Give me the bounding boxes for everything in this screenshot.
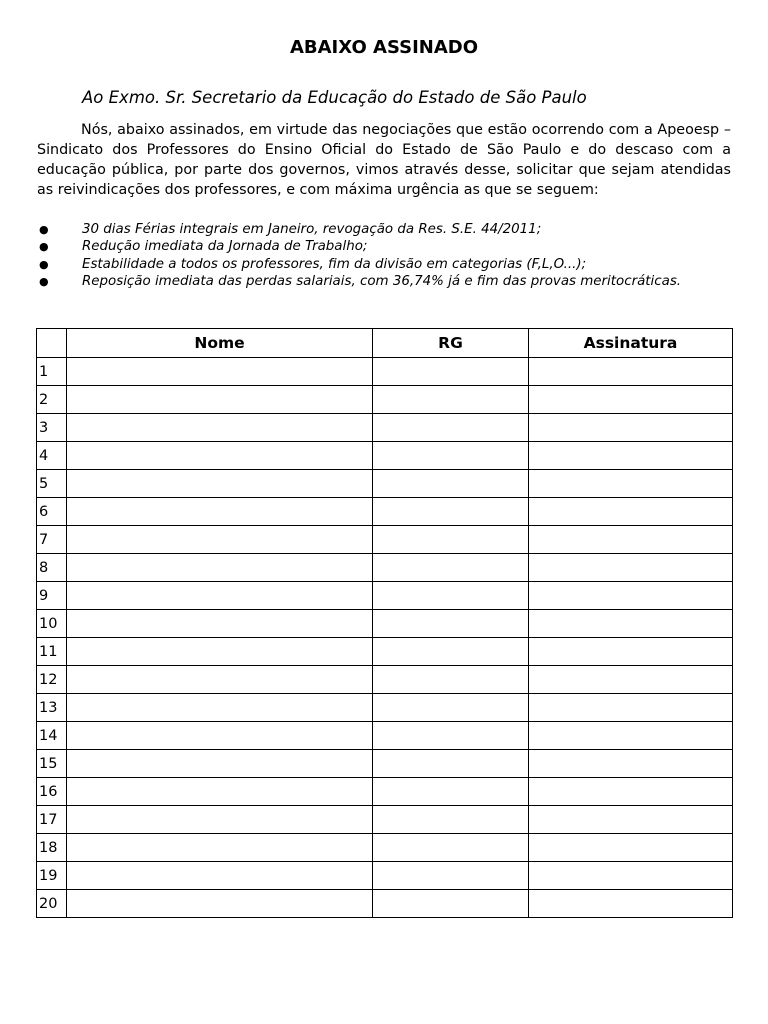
rg-cell[interactable] <box>373 526 529 554</box>
table-row <box>37 834 733 862</box>
demand-item <box>37 238 737 255</box>
row-number: 14 <box>37 722 67 750</box>
rg-cell[interactable] <box>373 778 529 806</box>
bullet-icon: ● <box>39 257 49 271</box>
intro-paragraph: Nós, abaixo assinados, em virtude das negociações que estão ocorrendo com a Apeoesp – Sindicato dos Professores do Ensino Oficial do Estado de São Paulo e do descaso com a educação pública, por parte dos governos, vimos através desse, solicitar que sejam atendidas as reivindicações dos professores, e com máxima urgência as que se seguem: <box>37 122 731 198</box>
table-row <box>37 610 733 638</box>
name-cell[interactable] <box>67 582 373 610</box>
rg-cell[interactable] <box>373 750 529 778</box>
signature-cell[interactable] <box>529 694 733 722</box>
row-number: 19 <box>37 862 67 890</box>
rg-cell[interactable] <box>373 414 529 442</box>
signature-cell[interactable] <box>529 806 733 834</box>
row-number: 16 <box>37 778 67 806</box>
name-cell[interactable] <box>67 442 373 470</box>
name-cell[interactable] <box>67 890 373 918</box>
table-row <box>37 470 733 498</box>
rg-cell[interactable] <box>373 470 529 498</box>
row-number: 13 <box>37 694 67 722</box>
signature-cell[interactable] <box>529 834 733 862</box>
signature-cell[interactable] <box>529 386 733 414</box>
row-number: 15 <box>37 750 67 778</box>
name-cell[interactable] <box>67 722 373 750</box>
row-number: 5 <box>37 470 67 498</box>
signature-cell[interactable] <box>529 470 733 498</box>
table-row <box>37 778 733 806</box>
rg-cell[interactable] <box>373 862 529 890</box>
bullet-icon: ● <box>39 240 49 254</box>
demand-text: Estabilidade a todos os professores, fim da divisão em categorias (F,L,O...); <box>82 256 587 272</box>
signature-cell[interactable] <box>529 526 733 554</box>
rg-cell[interactable] <box>373 806 529 834</box>
demand-text: Redução imediata da Jornada de Trabalho; <box>82 239 368 255</box>
table-header-row <box>37 329 733 358</box>
demand-item <box>37 221 737 238</box>
signature-cell[interactable] <box>529 582 733 610</box>
row-number: 6 <box>37 498 67 526</box>
signature-cell[interactable] <box>529 610 733 638</box>
signature-cell[interactable] <box>529 666 733 694</box>
rg-cell[interactable] <box>373 834 529 862</box>
table-row <box>37 386 733 414</box>
rg-cell[interactable] <box>373 442 529 470</box>
header-signature: Assinatura <box>529 329 733 358</box>
signature-cell[interactable] <box>529 638 733 666</box>
table-row <box>37 554 733 582</box>
row-number: 11 <box>37 638 67 666</box>
table-row <box>37 414 733 442</box>
addressee-line: Ao Exmo. Sr. Secretario da Educação do Estado de São Paulo <box>82 88 587 107</box>
table-row <box>37 722 733 750</box>
name-cell[interactable] <box>67 834 373 862</box>
bullet-icon: ● <box>39 274 49 288</box>
demands-list <box>37 221 737 290</box>
row-number: 18 <box>37 834 67 862</box>
name-cell[interactable] <box>67 666 373 694</box>
rg-cell[interactable] <box>373 554 529 582</box>
table-row <box>37 498 733 526</box>
table-row <box>37 666 733 694</box>
name-cell[interactable] <box>67 610 373 638</box>
rg-cell[interactable] <box>373 610 529 638</box>
signature-cell[interactable] <box>529 442 733 470</box>
rg-cell[interactable] <box>373 498 529 526</box>
signature-cell[interactable] <box>529 498 733 526</box>
name-cell[interactable] <box>67 554 373 582</box>
table-body <box>37 358 733 918</box>
rg-cell[interactable] <box>373 666 529 694</box>
name-cell[interactable] <box>67 750 373 778</box>
demand-item <box>37 256 737 273</box>
signature-cell[interactable] <box>529 414 733 442</box>
signature-table <box>36 328 733 918</box>
demand-item <box>37 273 737 290</box>
table-row <box>37 890 733 918</box>
row-number: 17 <box>37 806 67 834</box>
rg-cell[interactable] <box>373 358 529 386</box>
rg-cell[interactable] <box>373 890 529 918</box>
demand-text: 30 dias Férias integrais em Janeiro, revogação da Res. S.E. 44/2011; <box>82 222 542 237</box>
table-row <box>37 358 733 386</box>
name-cell[interactable] <box>67 386 373 414</box>
rg-cell[interactable] <box>373 694 529 722</box>
name-cell[interactable] <box>67 526 373 554</box>
signature-cell[interactable] <box>529 554 733 582</box>
header-rg: RG <box>373 329 529 358</box>
table-row <box>37 694 733 722</box>
name-cell[interactable] <box>67 862 373 890</box>
name-cell[interactable] <box>67 694 373 722</box>
row-number: 9 <box>37 582 67 610</box>
name-cell[interactable] <box>67 414 373 442</box>
header-number <box>37 329 67 358</box>
row-number: 20 <box>37 890 67 918</box>
rg-cell[interactable] <box>373 722 529 750</box>
table-row <box>37 582 733 610</box>
name-cell[interactable] <box>67 638 373 666</box>
rg-cell[interactable] <box>373 582 529 610</box>
row-number: 4 <box>37 442 67 470</box>
name-cell[interactable] <box>67 806 373 834</box>
table-row <box>37 862 733 890</box>
row-number: 7 <box>37 526 67 554</box>
signature-cell[interactable] <box>529 358 733 386</box>
name-cell[interactable] <box>67 498 373 526</box>
rg-cell[interactable] <box>373 638 529 666</box>
table-row <box>37 806 733 834</box>
name-cell[interactable] <box>67 470 373 498</box>
table-row <box>37 750 733 778</box>
demand-text: Reposição imediata das perdas salariais, com 36,74% já e fim das provas meritocráticas. <box>82 273 682 289</box>
signature-cell[interactable] <box>529 862 733 890</box>
signature-cell[interactable] <box>529 778 733 806</box>
row-number: 10 <box>37 610 67 638</box>
row-number: 8 <box>37 554 67 582</box>
row-number: 3 <box>37 414 67 442</box>
name-cell[interactable] <box>67 358 373 386</box>
signature-cell[interactable] <box>529 722 733 750</box>
page-title: ABAIXO ASSINADO <box>289 37 479 58</box>
signature-cell[interactable] <box>529 750 733 778</box>
header-name: Nome <box>67 329 373 358</box>
rg-cell[interactable] <box>373 386 529 414</box>
table-row <box>37 638 733 666</box>
table-row <box>37 442 733 470</box>
row-number: 12 <box>37 666 67 694</box>
signature-cell[interactable] <box>529 890 733 918</box>
name-cell[interactable] <box>67 778 373 806</box>
row-number: 2 <box>37 386 67 414</box>
bullet-icon: ● <box>39 223 49 236</box>
row-number: 1 <box>37 358 67 386</box>
table-row <box>37 526 733 554</box>
